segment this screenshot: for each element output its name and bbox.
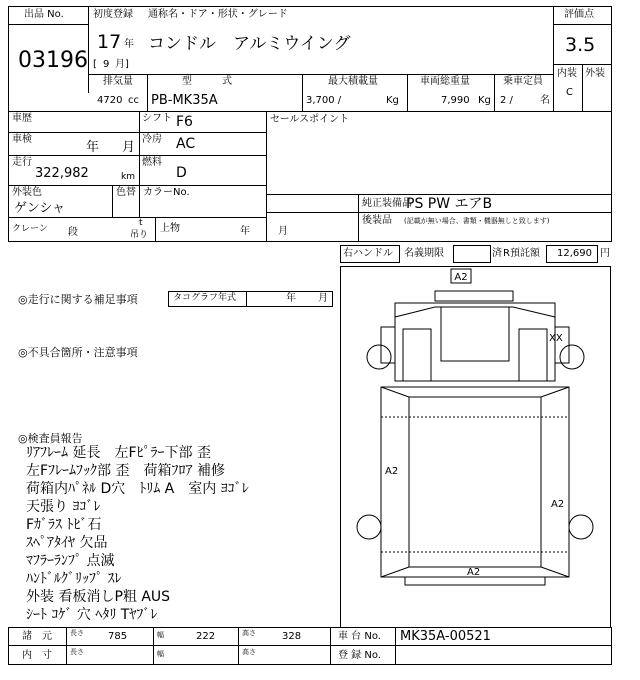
front-left-wheel [367,345,391,369]
length-value: 785 [108,631,128,642]
length-label: 長さ [70,629,84,637]
upper-body-label: 上物 [160,223,180,234]
equipment-label: 純正装備品 [362,198,412,209]
upper-body-month-unit: 月 [278,226,288,237]
upper-body-year-unit: 年 [240,226,250,237]
color-value: ゲンシャ [14,201,66,216]
inspection-month-unit: 月 [122,140,136,155]
gross-weight-unit: Kg [478,95,491,106]
color-number-label: カラーNo. [143,187,190,198]
registration-number-label: 登 録 No. [338,650,381,661]
inspector-line: 外装 看板消しP粗 AUS [26,589,171,605]
windshield-outline [441,307,509,361]
front-bumper-outline [435,291,513,301]
inspection-label: 車検 [12,134,32,145]
cargo-edge [381,387,409,397]
damage-mark-right-front: XX [549,333,563,344]
width-value: 222 [196,631,216,642]
fuel-value: D [176,165,187,181]
fuel-label: 燃料 [142,157,162,168]
capacity-unit: 名 [540,95,550,106]
left-mirror-outline [381,327,395,363]
capacity-label: 乗車定員 [503,76,543,87]
interior-grade-label: 内装 [557,68,577,79]
inspector-line: ﾘｱﾌﾚｰﾑ 延長 左Fﾋﾟﾗｰ下部 歪 [26,445,211,461]
history-label: 車歴 [12,113,32,124]
chassis-number: MK35A-00521 [400,629,491,644]
recycle-fee-label: R預託額 [503,248,540,259]
sales-point-label: セールスポイント [270,114,350,125]
max-load-label: 最大積載量 [328,76,378,87]
tachograph-label: タコグラフ年式 [173,293,237,303]
inspector-line: ﾊﾝﾄﾞﾙｸﾞﾘｯﾌﾟ ｽﾚ [26,571,122,587]
driving-notes-label: ◎走行に関する補足事項 [18,293,138,306]
inspector-line: ｼｰﾄ ｺｹﾞ 穴 ﾍﾀﾘ Tﾔﾌﾞﾚ [26,607,158,623]
displacement-label: 排気量 [103,76,133,87]
cab-roofline [395,307,555,317]
score-value: 3.5 [565,34,596,56]
recycle-fee-value: 12,690 [557,248,592,259]
inner-width-label: 幅 [157,650,164,658]
inspector-line: ﾏﾌﾗｰﾗﾝﾌﾟ 点滅 [26,553,115,569]
color-label: 外装色 [12,187,42,198]
aftermarket-label: 後装品 [362,215,392,226]
inspector-report-label: ◎検査員報告 [18,432,83,445]
registration-month-open: [ [93,59,97,70]
inspector-line: Fｶﾞﾗｽ ﾄﾋﾞ石 [26,517,102,533]
tachograph-year-unit: 年 [286,293,296,304]
registration-year: 17 [97,31,122,53]
cargo-edge [381,567,409,577]
steering-value: 右ハンドル [343,248,393,259]
inspector-line: ｽﾍﾟｱﾀｲﾔ 欠品 [26,535,108,551]
registration-year-unit: 年 [124,39,134,50]
crane-lift-unit: 吊り [130,230,149,240]
right-door-outline [519,329,547,381]
score-label: 評価点 [564,9,594,20]
recycle-fee-unit: 円 [600,248,610,259]
inspector-line: 左Fﾌﾚｰﾑﾌｯｸ部 歪 荷箱ﾌﾛｱ 補修 [26,463,225,479]
max-load-unit: Kg [386,95,399,106]
damage-mark-rear: A2 [467,567,481,578]
rear-right-wheel [569,515,593,539]
max-load-value: 3,700 / [306,95,342,106]
height-value: 328 [282,631,302,642]
mileage-label: 走行 [12,157,32,168]
interior-dimensions-label: 内 寸 [22,650,52,661]
mileage-value: 322,982 [35,166,89,181]
capacity-value: 2 / [500,95,513,106]
model-name-label: 通称名・ドア・形状・グレード [148,9,288,20]
gross-weight-value: 7,990 [441,95,470,106]
model-code-label: 型 式 [182,76,232,87]
gross-weight-label: 車両総重量 [420,76,470,87]
crane-label: クレーン [12,224,48,234]
ac-value: AC [176,136,196,152]
width-label: 幅 [157,631,164,639]
exterior-grade-label: 外装 [585,68,605,79]
cab-outline [395,303,555,381]
displacement-unit: cc [128,95,139,106]
defects-label: ◎不具合箇所・注意事項 [18,346,138,359]
registration-month-unit: 月] [115,59,129,70]
shift-label: シフト [142,113,172,124]
crane-stage-unit: 段 [68,227,78,238]
truck-diagram [341,267,610,627]
aftermarket-note: (記載が無い場合、書類・機器無しと致します) [404,217,550,225]
inner-height-label: 高さ [242,648,256,656]
equipment-value: PS PW エアB [406,196,493,212]
dimensions-label: 諸 元 [22,631,52,642]
damage-mark-left-side: A2 [385,466,399,477]
inner-length-label: 長さ [70,648,84,656]
inspection-year-unit: 年 [86,140,100,155]
lot-number: 03196 [18,48,88,73]
left-door-outline [403,329,431,381]
shift-value: F6 [176,114,193,130]
height-label: 高さ [242,629,256,637]
registration-month: 9 [103,59,110,70]
lot-label: 出品 No. [24,9,64,20]
front-right-wheel [560,345,584,369]
rear-bumper-outline [405,577,545,585]
chassis-label: 車 台 No. [338,631,381,642]
color-change-label: 色替 [116,187,136,198]
model-name: コンドル アルミウイング [148,34,351,54]
damage-mark-front-bumper: A2 [454,272,468,283]
tachograph-month-unit: 月 [318,293,328,304]
owner-period-label: 名義期限 [404,248,444,259]
registration-label: 初度登録 [93,9,133,20]
cargo-floor-outline [409,397,541,567]
displacement-value: 4720 [97,95,123,106]
recycle-status: 済 [492,248,502,259]
mileage-unit: km [121,172,135,182]
damage-mark-right-side: A2 [551,499,565,510]
interior-grade: C [566,87,573,98]
crane-ton-unit: t [139,218,143,228]
inspector-line: 天張り ﾖｺﾞﾚ [26,499,101,515]
cargo-edge [541,567,569,577]
inspector-line: 荷箱内ﾊﾟﾈﾙ D穴 ﾄﾘﾑ A 室内 ﾖｺﾞﾚ [26,481,249,497]
rear-left-wheel [357,515,381,539]
model-code: PB-MK35A [151,93,218,108]
cargo-edge [541,387,569,397]
ac-label: 冷房 [142,134,162,145]
